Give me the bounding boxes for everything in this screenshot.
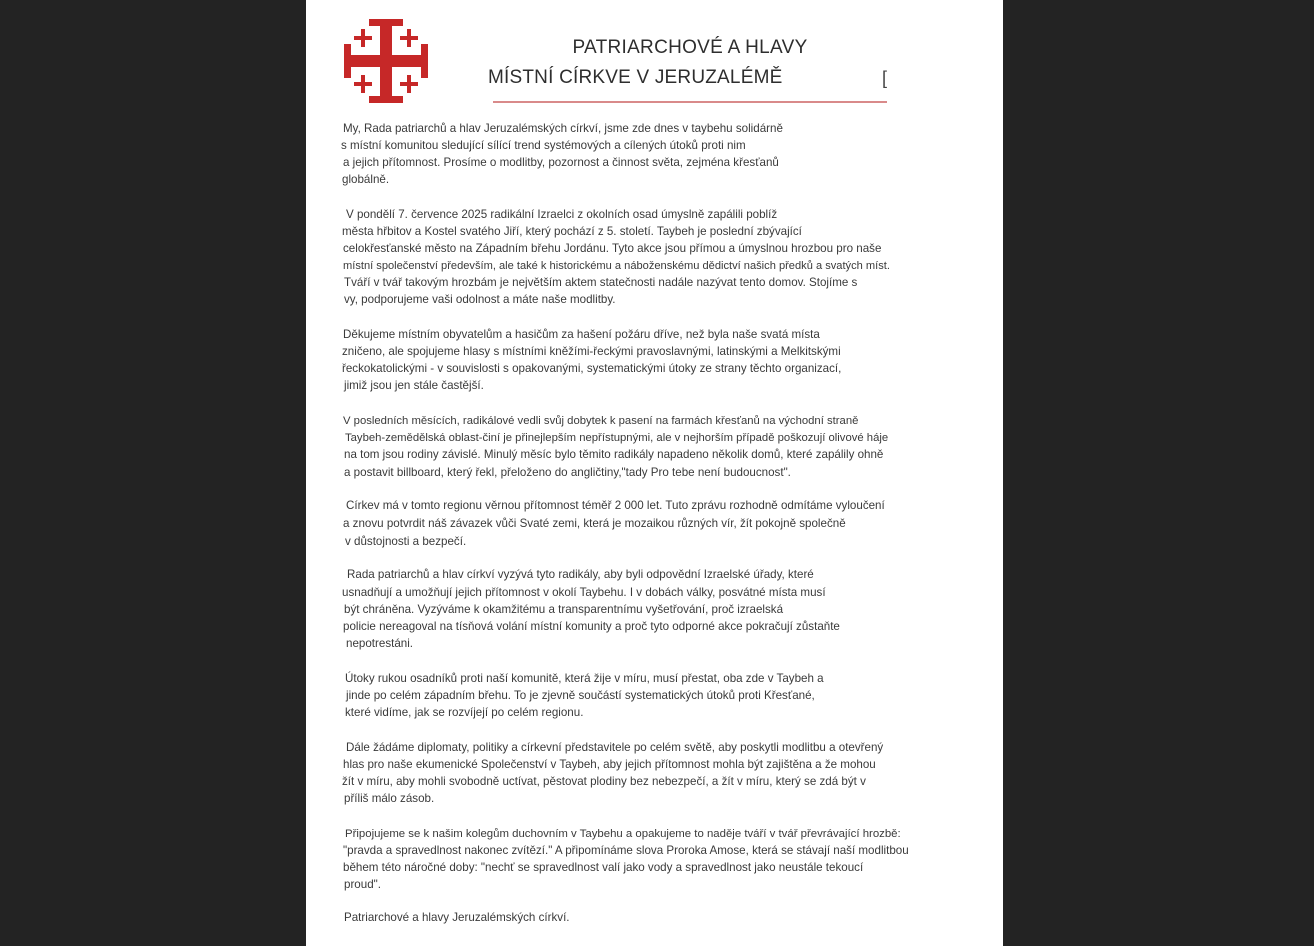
paragraph-4-line-3: na tom jsou rodiny závislé. Minulý měsíc bylo těmito radikály napadeno několik domů, které zapálily ohně (344, 448, 884, 461)
paragraph-6-line-3: být chráněna. Vyzýváme k okamžitému a transparentnímu vyšetřování, proč izraelská (344, 603, 784, 616)
paragraph-2-line-4: místní společenství především, ale také k historickému a náboženskému dědictví našich předků a svatých míst. (343, 260, 890, 272)
paragraph-2-line-2: města hřbitov a Kostel svatého Jiří, který pochází z 5. století. Taybeh je poslední zbývající (342, 225, 802, 238)
paragraph-7-line-3: které vidíme, jak se rozvíjejí po celém regionu. (345, 706, 584, 719)
paragraph-2-line-5: Tváří v tvář takovým hrozbám je největším aktem statečnosti nadále nazývat tento domov. Stojíme s (344, 276, 858, 289)
signature-line: Patriarchové a hlavy Jeruzalémských církví. (344, 911, 570, 924)
paragraph-5-line-1: Církev má v tomto regionu věrnou přítomnost téměř 2 000 let. Tuto zprávu rozhodně odmítáme vyloučení (346, 499, 885, 512)
document-title-line2: MÍSTNÍ CÍRKVE V JERUZALÉMĚ (488, 67, 783, 88)
paragraph-8-line-4: příliš málo zásob. (344, 792, 435, 805)
paragraph-3-line-2: zničeno, ale spojujeme hlasy s místními kněžími-řeckými pravoslavnými, latinskými a Melkitskými (342, 345, 841, 358)
paragraph-5-line-3: v důstojnosti a bezpečí. (345, 535, 467, 548)
paragraph-1-line-1: My, Rada patriarchů a hlav Jeruzalémských církví, jsme zde dnes v taybehu solidárně (343, 122, 783, 135)
jerusalem-cross-icon (341, 16, 431, 106)
paragraph-7-line-1: Útoky rukou osadníků proti naší komunitě, která žije v míru, musí přestat, oba zde v Taybeh a (345, 672, 824, 685)
document-title-line1: PATRIARCHOVÉ A HLAVY (572, 37, 808, 58)
paragraph-9-line-3: během této náročné doby: "nechť se spravedlnost valí jako vody a spravedlnost jako neustále tekoucí (343, 861, 864, 874)
title-mark: [ (882, 68, 888, 88)
paragraph-4-line-1: V posledních měsících, radikálové vedli svůj dobytek k pasení na farmách křesťanů na východní straně (343, 415, 859, 427)
paragraph-3-line-4: jimiž jsou jen stále častější. (344, 379, 484, 392)
paragraph-6-line-1: Rada patriarchů a hlav církví vyzývá tyto radikály, aby byli odpovědní Izraelské úřady, které (347, 568, 814, 581)
paragraph-4-line-4: a postavit billboard, který řekl, přeloženo do angličtiny,"tady Pro tebe není budoucnost". (344, 466, 791, 479)
paragraph-7-line-2: jinde po celém západním břehu. To je zjevně součástí systematických útoků proti Křesťané, (346, 689, 815, 702)
paragraph-8-line-1: Dále žádáme diplomaty, politiky a církevní představitele po celém světě, aby poskytli modlitbu a otevřený (346, 741, 884, 754)
title-divider (493, 101, 887, 103)
paragraph-9-line-1: Připojujeme se k našim kolegům duchovním v Taybehu a opakujeme to naděje tváří v tvář převrávající hrozbě: (345, 828, 901, 840)
paragraph-3-line-3: řeckokatolickými - v souvislosti s opakovanými, systematickými útoky ze strany těchto organizací, (342, 362, 842, 375)
paragraph-9-line-2: "pravda a spravedlnost nakonec zvítězí." A připomínáme slova Proroka Amose, která se stávají naší modlitbou (343, 844, 909, 857)
paragraph-8-line-3: žít v míru, aby mohli svobodně uctívat, pěstovat plodiny bez nebezpečí, a žít v míru, který se zdá být v (342, 775, 866, 788)
paragraph-1-line-3: a jejich přítomnost. Prosíme o modlitby, pozornost a činnost světa, zejména křesťanů (343, 156, 779, 169)
paragraph-1-line-2: s místní komunitou sledující sílící trend systémových a cílených útoků proti nim (341, 139, 746, 152)
paragraph-5-line-2: a znovu potvrdit náš závazek vůči Svaté zemi, která je mozaikou různých vír, žít pokojně společně (343, 517, 846, 530)
paragraph-2-line-3: celokřesťanské město na Západním břehu Jordánu. Tyto akce jsou přímou a úmyslnou hrozbou pro naše (343, 242, 882, 255)
paragraph-2-line-1: V pondělí 7. července 2025 radikální Izraelci z okolních osad úmyslně zapálili poblíž (346, 208, 778, 221)
document-page (306, 0, 1003, 946)
paragraph-3-line-1: Děkujeme místním obyvatelům a hasičům za hašení požáru dříve, než byla naše svatá místa (343, 328, 820, 341)
paragraph-6-line-4: policie nereagoval na tísňová volání místní komunity a proč tyto odporné akce pokračují zůstaňte (343, 620, 840, 633)
paragraph-4-line-2: Taybeh-zemědělská oblast-činí je přinejlepším nepřístupnými, ale v nejhorším případě poškozují olivové háje (345, 432, 889, 444)
paragraph-9-line-4: proud". (344, 878, 381, 891)
paragraph-8-line-2: hlas pro naše ekumenické Společenství v Taybeh, aby jejich přítomnost mohla být zajištěna a že mohou (343, 758, 876, 771)
paragraph-1-line-4: globálně. (342, 173, 390, 186)
paragraph-2-line-6: vy, podporujeme vaši odolnost a máte naše modlitby. (344, 293, 616, 306)
paragraph-6-line-5: nepotrestáni. (346, 637, 414, 650)
paragraph-6-line-2: usnadňují a umožňují jejich přítomnost v okolí Taybehu. I v dobách války, posvátné místa musí (342, 586, 826, 599)
